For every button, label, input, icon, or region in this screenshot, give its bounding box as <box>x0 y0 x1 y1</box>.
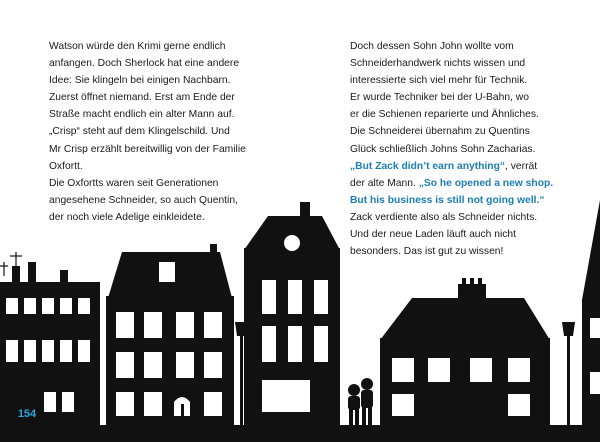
text-line: angesehene Schneider, so auch Quentin, <box>49 194 238 206</box>
text-line: Und der neue Laden läuft auch nicht <box>350 229 517 241</box>
text-line: Doch dessen Sohn John wollte vom <box>350 41 514 52</box>
text-line: Zack verdiente also als Schneider nichts. <box>350 211 538 223</box>
text-line: Die Oxfortts waren seit Generationen <box>49 177 219 189</box>
page-number: 154 <box>17 408 37 420</box>
text-line: interessierte sich viel mehr für Technik. <box>350 75 528 87</box>
text-line: Watson würde den Krimi gerne endlich <box>49 41 226 52</box>
text-line: Er wurde Techniker bei der U-Bahn, wo <box>350 92 529 104</box>
text-line: er die Schienen reparierte und Ähnliches. <box>350 109 539 121</box>
text-line: anfangen. Doch Sherlock hat eine andere <box>49 58 240 70</box>
text-line: der noch viele Adelige einkleidete. <box>49 211 205 223</box>
text-line: besonders. Das ist gut zu wissen! <box>350 246 504 258</box>
text-fragment: der alte Mann. <box>350 177 419 189</box>
text-line: „Crisp“ steht auf dem Klingelschild. Und <box>49 126 230 138</box>
text-line: Mr Crisp erzählt bereitwillig von der Familie <box>49 143 246 155</box>
text-line: Die Schneiderei übernahm zu Quentins <box>350 126 530 138</box>
text-line <box>350 158 590 175</box>
text-line: Schneiderhandwerk nichts wissen und <box>350 58 526 70</box>
english-quote-highlight: „But Zack didn’t earn anything“ <box>350 160 506 172</box>
text-line: Straße macht endlich ein alter Mann auf. <box>49 109 235 121</box>
text-line: Oxfortt. <box>49 160 83 172</box>
english-quote-highlight: „So he opened a new shop. <box>418 177 554 189</box>
text-line: Zuerst öffnet niemand. Erst am Ende der <box>49 92 235 104</box>
children-silhouette-icon <box>348 378 373 425</box>
ground <box>0 425 600 442</box>
street-illustration <box>0 190 600 442</box>
text-fragment: , verrät <box>505 160 538 172</box>
english-quote-highlight: But his business is still not going well.“ <box>350 194 545 206</box>
text-line: Glück schließlich Johns Sohn Zacharias. <box>350 143 536 155</box>
text-line: Idee: Sie klingeln bei einigen Nachbarn. <box>49 75 231 87</box>
